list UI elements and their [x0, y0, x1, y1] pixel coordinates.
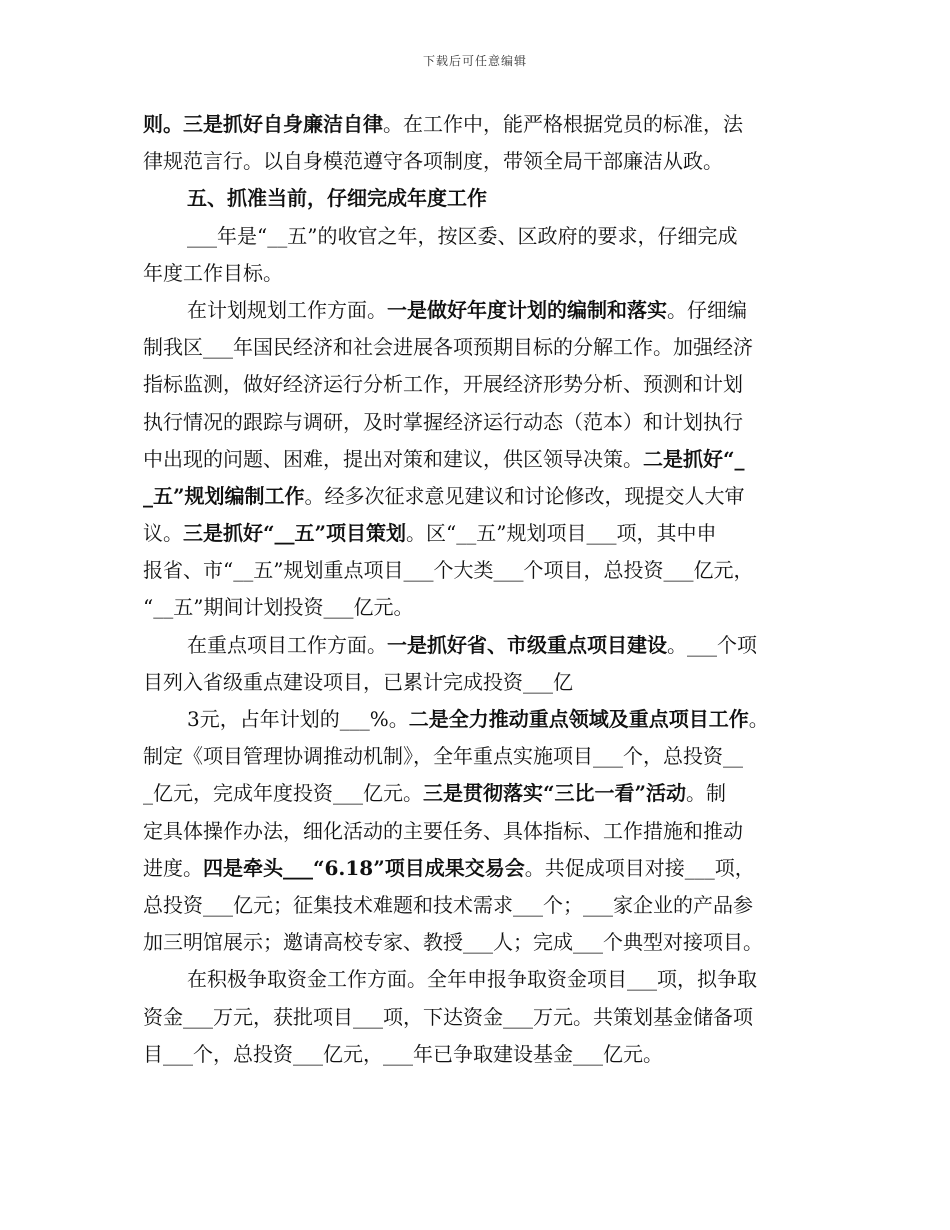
text-line [143, 999, 823, 1036]
text-span: 。在工作中，能严格根据党员的标准，法 [383, 112, 743, 136]
bold-text: 三是抓好“__五”项目策划 [183, 521, 407, 546]
text-span: 总投资___亿元；征集技术难题和技术需求___个；___家企业的产品参 [143, 892, 753, 917]
text-span: 议。 [143, 521, 183, 546]
text-span: 在计划规划工作方面。 [187, 297, 387, 322]
text-span: _亿元，完成年度投资___亿元。 [143, 781, 423, 806]
text-span: 进度。 [143, 855, 203, 880]
bold-text: 二是抓好“_ [643, 446, 745, 471]
text-span: 。仔细编 [667, 297, 747, 322]
text-line [143, 738, 823, 775]
text-line [143, 701, 823, 738]
text-span: 3元，占年计划的___%。 [187, 707, 409, 731]
text-line [143, 924, 823, 961]
text-span: 目列入省级重点建设项目，已累计完成投资___亿 [143, 669, 573, 694]
document-body [143, 106, 823, 1073]
text-line [143, 255, 823, 292]
text-line [143, 515, 823, 552]
text-line [143, 627, 823, 664]
text-span: 制定《项目管理协调推动机制》，全年重点实施项目___个，总投资__ [143, 744, 743, 769]
text-line [143, 850, 823, 887]
text-span: 指标监测，做好经济运行分析工作，开展经济形势分析、预测和计划 [143, 372, 743, 397]
text-line [143, 887, 823, 924]
text-span: 中出现的问题、困难，提出对策和建议，供区领导决策。 [143, 446, 643, 471]
text-span: 在重点项目工作方面。 [187, 632, 387, 657]
text-span: 。制 [686, 781, 727, 806]
bold-text: 则。三是抓好自身廉洁自律 [143, 112, 383, 136]
text-span: 加三明馆展示；邀请高校专家、教授___人；完成___个典型对接项目。 [143, 930, 763, 955]
text-line [143, 478, 823, 515]
page-header: 下载后可任意编辑 [422, 54, 527, 68]
text-line [143, 329, 823, 366]
text-line [143, 180, 823, 217]
text-span: 报省、市“__五”规划重点项目___个大类___个项目，总投资___亿元， [143, 558, 754, 583]
text-span: 年度工作目标。 [143, 260, 283, 285]
text-line [143, 218, 823, 255]
text-span: ___年是“__五”的收官之年，按区委、区政府的要求，仔细完成 [187, 223, 738, 248]
text-line [143, 143, 823, 180]
text-span: 。经多次征求意见建议和讨论修改，现提交人大审 [304, 483, 745, 508]
text-line [143, 552, 823, 589]
text-span: 定具体操作办法，细化活动的主要任务、具体指标、工作措施和推动 [143, 818, 743, 843]
text-span: 执行情况的跟踪与调研，及时掌握经济运行动态（范本）和计划执行 [143, 409, 743, 434]
text-span: “__五”期间计划投资___亿元。 [143, 595, 414, 620]
text-line [143, 441, 823, 478]
text-line [143, 775, 823, 812]
text-line [143, 961, 823, 998]
text-span: 资金___万元，获批项目___项，下达资金___万元。共策划基金储备项 [143, 1004, 753, 1029]
text-span: 。区“__五”规划项目___项，其中申 [406, 521, 717, 546]
text-span: 目___个，总投资___亿元，___年已争取建设基金___亿元。 [143, 1041, 663, 1066]
text-line [143, 106, 823, 143]
text-line [143, 404, 823, 441]
text-span: 。 [748, 707, 769, 731]
bold-text: 五、抓准当前，仔细完成年度工作 [187, 186, 487, 211]
text-span: 。共促成项目对接___项， [524, 855, 755, 880]
text-span: 在积极争取资金工作方面。全年申报争取资金项目___项，拟争取 [187, 967, 757, 992]
bold-text: 一是做好年度计划的编制和落实 [387, 297, 667, 322]
text-span: 制我区___年国民经济和社会进展各项预期目标的分解工作。加强经济 [143, 335, 753, 360]
text-line [143, 589, 823, 626]
bold-text: _五”规划编制工作 [143, 483, 305, 508]
text-line [143, 664, 823, 701]
text-line [143, 813, 823, 850]
text-span: 律规范言行。以自身模范遵守各项制度，带领全局干部廉洁从政。 [143, 149, 723, 174]
bold-text: 四是牵头___“6.18”项目成果交易会 [203, 855, 525, 880]
bold-text: 二是全力推动重点领域及重点项目工作 [408, 707, 749, 731]
text-line [143, 1036, 823, 1073]
text-line [143, 366, 823, 403]
bold-text: 三是贯彻落实“三比一看”活动 [423, 781, 687, 806]
text-span: 。___个项 [667, 632, 757, 657]
text-line [143, 292, 823, 329]
bold-text: 一是抓好省、市级重点项目建设 [387, 632, 667, 657]
